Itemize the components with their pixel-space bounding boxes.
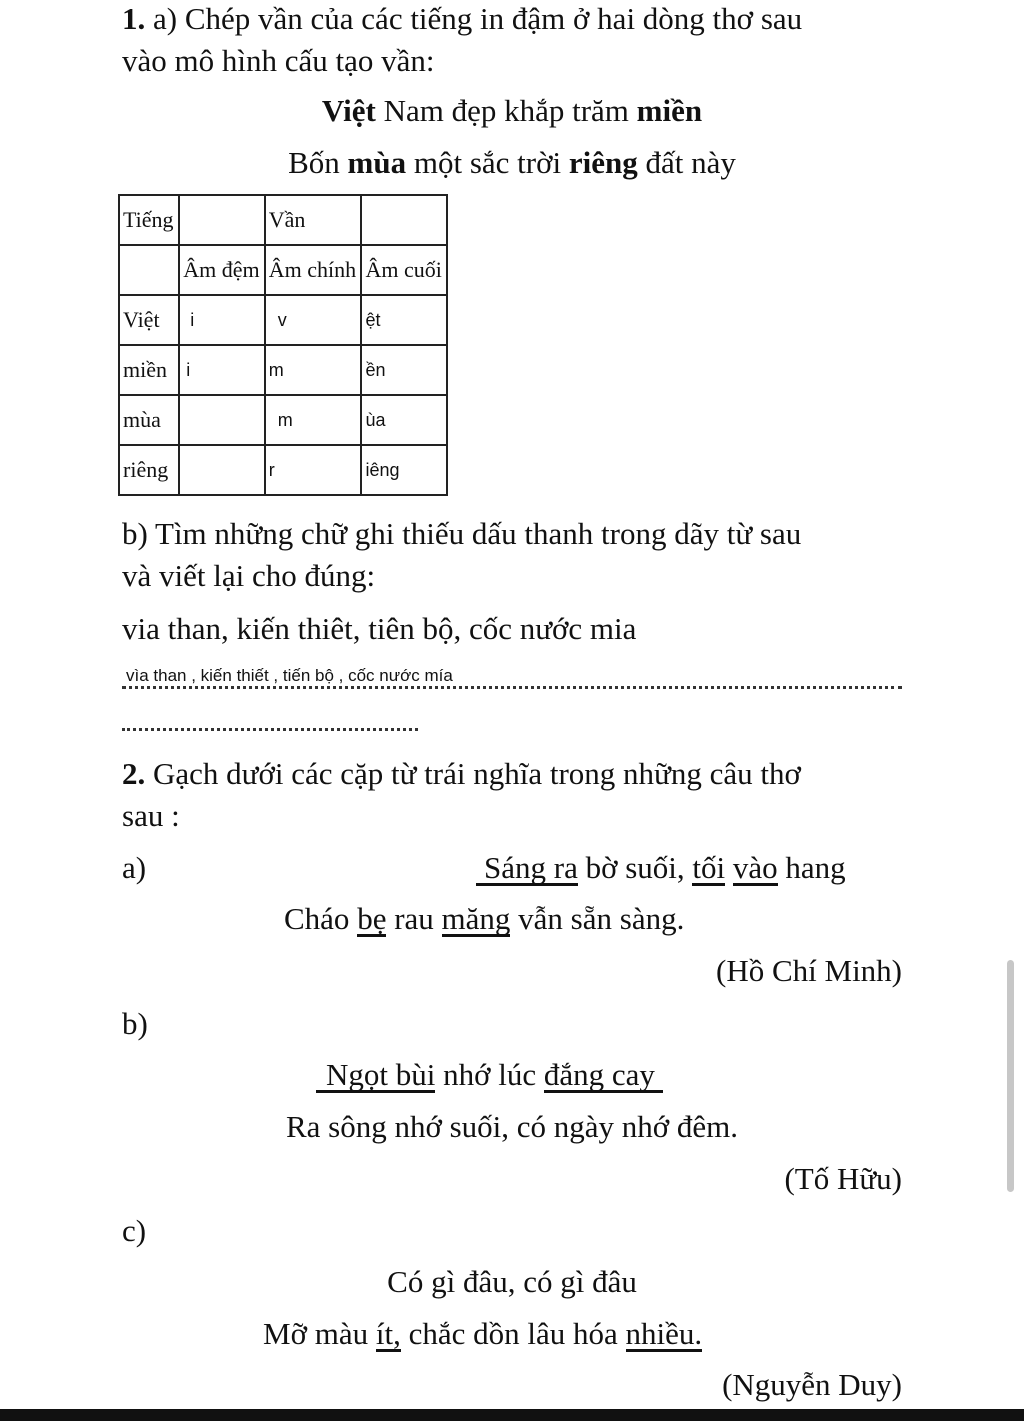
q2a-text1: bờ suối, bbox=[577, 850, 693, 885]
q2-line2: sau : bbox=[122, 798, 180, 833]
q2b-label: b) bbox=[122, 1006, 148, 1041]
bold-word-mua: mùa bbox=[347, 145, 407, 180]
subheader-am-cuoi: Âm cuối bbox=[361, 245, 447, 295]
header-tieng: Tiếng bbox=[119, 195, 179, 245]
q1-line1-text: a) Chép vần của các tiếng in đậm ở hai dòng thơ sau bbox=[145, 1, 803, 36]
cell-cuoi: ùa bbox=[361, 395, 447, 445]
cell-chinh: m bbox=[265, 395, 362, 445]
header-empty2 bbox=[361, 195, 447, 245]
underline-sang-ra: Sáng ra bbox=[476, 853, 578, 886]
q2b-line1 bbox=[316, 1056, 663, 1094]
table-row bbox=[119, 295, 447, 345]
q2a-l2-text1: Cháo bbox=[284, 901, 358, 936]
cell-chinh: r bbox=[265, 445, 362, 495]
q2b-line2: Ra sông nhớ suối, có ngày nhớ đêm. bbox=[285, 1109, 739, 1144]
q2b-author: (Tố Hữu) bbox=[784, 1161, 902, 1196]
answer-dotted-line-2 bbox=[122, 728, 418, 731]
poem1-text: Nam đẹp khắp trăm bbox=[375, 93, 637, 128]
cell-dem bbox=[179, 395, 264, 445]
cell-word: riêng bbox=[119, 445, 179, 495]
table-subheader-row bbox=[119, 245, 447, 295]
cell-word: Việt bbox=[119, 295, 179, 345]
bold-word-rieng: riêng bbox=[568, 145, 638, 180]
table-row bbox=[119, 345, 447, 395]
q1b-answer: vìa than , kiến thiết , tiến bộ , cốc nước mía bbox=[126, 666, 453, 685]
cell-dem: i bbox=[179, 295, 264, 345]
underline-it: ít, bbox=[375, 1316, 401, 1351]
header-van: Vần bbox=[265, 195, 362, 245]
subheader-am-dem: Âm đệm bbox=[179, 245, 264, 295]
underline-nhieu: nhiều. bbox=[625, 1316, 703, 1351]
q2a-line2 bbox=[284, 900, 684, 938]
table-row bbox=[119, 445, 447, 495]
q2-line1-text: Gạch dưới các cặp từ trái nghĩa trong những câu thơ bbox=[145, 756, 801, 791]
q2-number: 2. bbox=[122, 756, 146, 791]
q1-line2: vào mô hình cấu tạo vần: bbox=[122, 43, 435, 78]
q2a-text3: hang bbox=[777, 850, 846, 885]
q2a-line1 bbox=[476, 849, 846, 887]
cell-cuoi: ền bbox=[361, 345, 447, 395]
q2c-author: (Nguyễn Duy) bbox=[722, 1367, 902, 1402]
q2c-line1: Có gì đâu, có gì đâu bbox=[387, 1264, 637, 1299]
table-header-row bbox=[119, 195, 447, 245]
q2c-label: c) bbox=[122, 1213, 147, 1248]
q2a-l2-text2: rau bbox=[386, 901, 442, 936]
q2c-text2: chắc dồn lâu hóa bbox=[400, 1316, 626, 1351]
underline-dang-cay: đắng cay bbox=[544, 1060, 663, 1093]
underline-toi: tối bbox=[692, 850, 726, 885]
table-row bbox=[119, 395, 447, 445]
q2a-author: (Hồ Chí Minh) bbox=[716, 953, 902, 988]
q2a-l2-text3: vẫn sẵn sàng. bbox=[510, 901, 685, 936]
poem1-line1 bbox=[0, 92, 1024, 130]
poem2-text3: đất này bbox=[637, 145, 736, 180]
q2-line1 bbox=[122, 755, 801, 793]
q1b-words: via than, kiến thiêt, tiên bộ, cốc nước mia bbox=[122, 611, 637, 646]
q2c-text1: Mỡ màu bbox=[263, 1316, 376, 1351]
bold-word-viet: Việt bbox=[321, 93, 376, 128]
q2b-text1: nhớ lúc bbox=[435, 1057, 544, 1092]
q1-line1 bbox=[122, 0, 802, 38]
poem2-text2: một sắc trời bbox=[406, 145, 569, 180]
cell-chinh: m bbox=[265, 345, 362, 395]
q1-number: 1. bbox=[122, 1, 146, 36]
subheader-empty bbox=[119, 245, 179, 295]
underline-ngot-bui: Ngọt bùi bbox=[316, 1060, 435, 1093]
answer-dotted-line-1 bbox=[122, 686, 902, 689]
subheader-am-chinh: Âm chính bbox=[265, 245, 362, 295]
cell-word: miền bbox=[119, 345, 179, 395]
q1b-line1: b) Tìm những chữ ghi thiếu dấu thanh trong dãy từ sau bbox=[122, 516, 802, 551]
cell-cuoi: iêng bbox=[361, 445, 447, 495]
bold-word-mien: miền bbox=[636, 93, 703, 128]
bottom-bar bbox=[0, 1409, 1024, 1421]
poem2-text1: Bốn bbox=[288, 145, 348, 180]
cell-word: mùa bbox=[119, 395, 179, 445]
q1b-line2: và viết lại cho đúng: bbox=[122, 558, 376, 593]
underline-be: bẹ bbox=[357, 901, 387, 936]
underline-vao: vào bbox=[732, 850, 778, 885]
cell-dem bbox=[179, 445, 264, 495]
rhyme-table bbox=[118, 194, 448, 496]
q2a-label: a) bbox=[122, 850, 147, 885]
cell-dem: i bbox=[179, 345, 264, 395]
q2c-line2 bbox=[263, 1315, 702, 1353]
header-empty bbox=[179, 195, 264, 245]
cell-cuoi: ệt bbox=[361, 295, 447, 345]
underline-mang: măng bbox=[441, 901, 511, 936]
q2a-space bbox=[725, 850, 733, 885]
scrollbar[interactable] bbox=[1007, 960, 1014, 1192]
cell-chinh: v bbox=[265, 295, 362, 345]
poem1-line2 bbox=[0, 144, 1024, 182]
